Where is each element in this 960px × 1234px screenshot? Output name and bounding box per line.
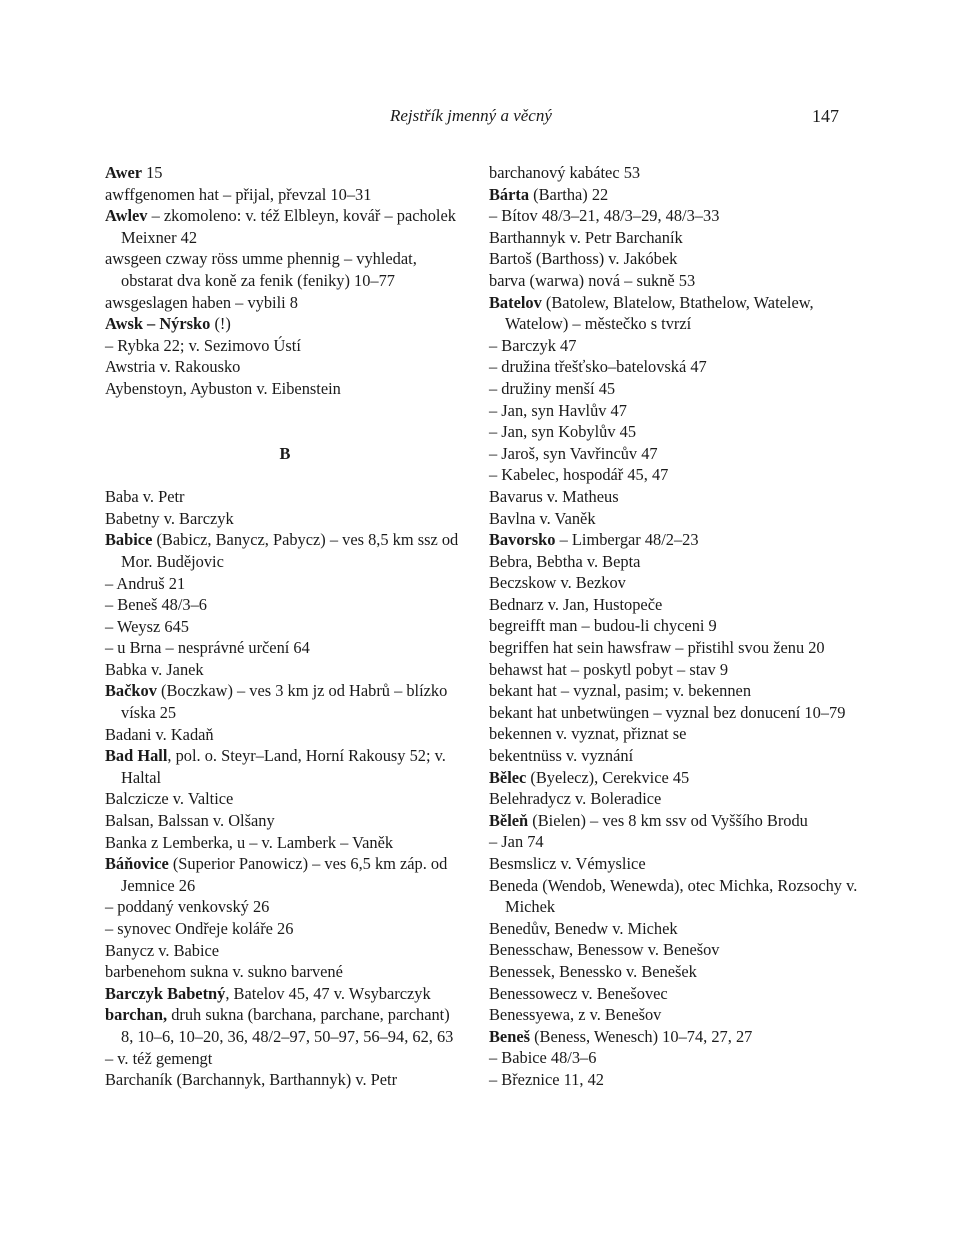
index-entry [489, 443, 869, 465]
index-entry [489, 918, 869, 940]
index-entry [489, 1004, 869, 1026]
entry-text: – poddaný venkovský 26 [105, 897, 270, 917]
entry-headword: Beneš [489, 1026, 530, 1046]
index-entry [489, 983, 869, 1005]
entry-headword: Awlev [105, 206, 148, 226]
entry-text: Benessek, Benessko v. Benešek [489, 961, 697, 981]
index-entry [489, 875, 869, 918]
entry-text: – Beneš 48/3–6 [105, 595, 207, 615]
entry-text: Bebra, Bebtha v. Bepta [489, 551, 641, 571]
entry-headword: Bavorsko [489, 530, 556, 550]
entry-text: – Jan, syn Havlův 47 [489, 400, 627, 420]
entry-text: (Boczkaw) – ves 3 km jz od Habrů – blízko víska 25 [121, 681, 448, 723]
index-entry [105, 940, 465, 962]
entry-headword: Babice [105, 530, 153, 550]
index-entry [489, 659, 869, 681]
entry-text: Belehradycz v. Boleradice [489, 789, 662, 809]
entry-text: – Kabelec, hospodář 45, 47 [489, 465, 669, 485]
index-entry [489, 378, 869, 400]
entry-text: – Jan, syn Kobylův 45 [489, 422, 637, 442]
index-entry [489, 702, 869, 724]
entry-text: Bavarus v. Matheus [489, 486, 619, 506]
index-entry [489, 421, 869, 443]
index-entry [489, 745, 869, 767]
entry-text: (Byelecz), Cerekvice 45 [526, 767, 690, 787]
index-entry [489, 680, 869, 702]
index-entry [489, 335, 869, 357]
index-entry [105, 853, 465, 896]
entry-text: – Andruš 21 [105, 573, 186, 593]
entry-text: Aybenstoyn, Aybuston v. Eibenstein [105, 378, 341, 398]
entry-text: druh sukna (barchana, parchane, parchant) 8, 10–6, 10–20, 36, 48/2–97, 50–97, 56–94, 62, 63 [121, 1005, 454, 1046]
index-entry [105, 529, 465, 572]
entry-text: – Limbergar 48/2–23 [555, 530, 699, 550]
entry-text: awffgenomen hat – přijal, převzal 10–31 [105, 184, 372, 204]
entry-text: Bartoš (Barthoss) v. Jakóbek [489, 249, 678, 269]
entry-headword: Batelov [489, 292, 542, 312]
entry-text: Besmslicz v. Vémyslice [489, 854, 646, 873]
entry-headword: Bárta [489, 184, 530, 204]
index-entry [489, 961, 869, 983]
index-entry [489, 572, 869, 594]
index-entry [489, 810, 869, 832]
index-entry [105, 896, 465, 918]
index-entry [489, 853, 869, 875]
entry-text: Beczskow v. Bezkov [489, 573, 626, 593]
index-entry [489, 292, 869, 335]
index-entry [105, 486, 465, 508]
entry-text: Balczicze v. Valtice [105, 789, 234, 809]
index-entry [489, 831, 869, 853]
index-entry [489, 788, 869, 810]
entry-text: – družina třešťsko–batelovská 47 [489, 357, 707, 377]
index-entry [489, 1026, 869, 1048]
entry-text: Balsan, Balssan v. Olšany [105, 811, 275, 831]
index-entry [489, 162, 869, 184]
index-entry [105, 378, 465, 400]
entry-text: – Jan 74 [489, 832, 544, 852]
index-entry [489, 551, 869, 573]
index-entry [105, 573, 465, 595]
index-entry [489, 615, 869, 637]
index-entry [105, 724, 465, 746]
entry-text: (!) [210, 314, 231, 334]
entry-text: – Weysz 645 [105, 616, 189, 636]
index-entry [105, 810, 465, 832]
entry-text: , Batelov 45, 47 v. Wsybarczyk [225, 983, 431, 1003]
index-entry [105, 313, 465, 335]
index-entry [489, 594, 869, 616]
entry-text: Barchaník (Barchannyk, Barthannyk) v. Petr [105, 1070, 398, 1090]
entry-headword: Barczyk Babetný [105, 983, 226, 1003]
entry-headword: Bačkov [105, 681, 157, 701]
entry-text: (Beness, Wenesch) 10–74, 27, 27 [529, 1026, 753, 1046]
entry-text: Benessyewa, z v. Benešov [489, 1005, 662, 1025]
index-entry [105, 983, 465, 1005]
entries-right [489, 162, 869, 1091]
index-entry [489, 508, 869, 530]
index-entry [489, 723, 869, 745]
entry-text: – družiny menší 45 [489, 378, 616, 398]
index-entry [489, 464, 869, 486]
index-entry [105, 508, 465, 530]
index-entry [489, 356, 869, 378]
entry-text: Beneda (Wendob, Wenewda), otec Michka, Rozsochy v. Michek [489, 875, 858, 917]
index-entry [489, 270, 869, 292]
index-entry [105, 356, 465, 378]
entry-text: Babetny v. Barczyk [105, 508, 234, 528]
entry-text: – synovec Ondřeje koláře 26 [105, 919, 294, 938]
entry-text: awsgeen czway röss umme phennig – vyhledat, obstarat dva koně za fenik (feniky) 10–77 [105, 249, 417, 290]
index-entry [105, 680, 465, 723]
index-entry [105, 832, 465, 854]
entry-text: bekant hat unbetwüngen – vyznal bez donucení 10–79 [489, 702, 846, 722]
entry-text: (Bartha) 22 [529, 184, 609, 204]
entry-text: – Bítov 48/3–21, 48/3–29, 48/3–33 [489, 206, 720, 226]
entry-headword: Bělec [489, 767, 527, 787]
entry-text: – u Brna – nesprávné určení 64 [105, 638, 310, 658]
entry-text: Badani v. Kadaň [105, 724, 214, 744]
index-entry [105, 659, 465, 681]
entry-text: (Superior Panowicz) – ves 6,5 km záp. od Jemnice 26 [121, 854, 448, 895]
page-number: 147 [812, 106, 839, 126]
entry-text: begreifft man – budou-li chyceni 9 [489, 616, 717, 636]
entry-text: Barthannyk v. Petr Barchaník [489, 227, 683, 247]
index-entry [489, 1047, 869, 1069]
entry-text: 15 [142, 163, 163, 182]
entry-text: – Jaroš, syn Vavřincův 47 [489, 443, 658, 463]
index-entry [489, 248, 869, 270]
index-entry [105, 745, 465, 788]
index-entry [105, 335, 465, 357]
entries-after-section [105, 486, 465, 1091]
index-entry [105, 205, 465, 248]
entry-text: – zkomoleno: v. též Elbleyn, kovář – pacholek Meixner 42 [121, 206, 456, 247]
index-entry [489, 529, 869, 551]
entry-text: bekentnüss v. vyznání [489, 746, 634, 766]
index-entry [489, 227, 869, 249]
index-entry [105, 788, 465, 810]
entry-text: – Rybka 22; v. Sezimovo Ústí [105, 335, 301, 355]
entry-text: (Bielen) – ves 8 km ssv od Vyššího Brodu [528, 810, 808, 830]
index-entry [489, 205, 869, 227]
entry-text: Awstria v. Rakousko [105, 357, 241, 377]
index-entry [489, 400, 869, 422]
entry-text: bekennen v. vyznat, přiznat se [489, 724, 687, 744]
index-column-left [105, 162, 465, 1091]
index-entry [105, 162, 465, 184]
index-entry [105, 184, 465, 206]
entry-headword: Awer [105, 163, 143, 182]
entry-text: Bednarz v. Jan, Hustopeče [489, 594, 663, 614]
entry-text: Baba v. Petr [105, 487, 185, 507]
entry-text: awsgeslagen haben – vybili 8 [105, 292, 298, 312]
index-entry [105, 961, 465, 983]
entry-text: (Babicz, Banycz, Pabycz) – ves 8,5 km ssz od Mor. Budějovic [121, 530, 459, 571]
entry-headword: Běleň [489, 810, 529, 830]
entry-text: Babka v. Janek [105, 659, 204, 679]
entry-text: – Barczyk 47 [489, 335, 577, 355]
index-entry [489, 1069, 869, 1091]
index-entry [105, 918, 465, 940]
entry-text: bekant hat – vyznal, pasim; v. bekennen [489, 681, 752, 701]
index-entry [489, 637, 869, 659]
entry-text: – Březnice 11, 42 [489, 1069, 604, 1089]
entry-text: – v. též gemengt [105, 1048, 213, 1068]
index-entry [105, 1004, 465, 1047]
entry-text: Benesschaw, Benessow v. Benešov [489, 940, 720, 960]
entry-text: barva (warwa) nová – sukně 53 [489, 270, 696, 290]
entry-text: begriffen hat sein hawsfraw – přistihl svou ženu 20 [489, 638, 825, 658]
index-entry [105, 1048, 465, 1070]
index-entry [489, 486, 869, 508]
index-entry [105, 616, 465, 638]
entry-text: Banycz v. Babice [105, 940, 220, 960]
index-entry [489, 939, 869, 961]
entry-text: Banka z Lemberka, u – v. Lamberk – Vaněk [105, 832, 394, 852]
entry-text: Benedův, Benedw v. Michek [489, 918, 678, 938]
running-title: Rejstřík jmenný a věcný [390, 106, 552, 125]
entry-text: barbenehom sukna v. sukno barvené [105, 962, 343, 982]
entry-text: (Batolew, Blatelow, Btathelow, Watelew, Watelow) – městečko s tvrzí [505, 292, 814, 334]
index-entry [105, 594, 465, 616]
index-entry [489, 767, 869, 789]
entry-text: , pol. o. Steyr–Land, Horní Rakousy 52; v. Haltal [121, 746, 446, 787]
entry-headword: barchan, [105, 1005, 168, 1025]
entry-text: Benessowecz v. Benešovec [489, 983, 668, 1003]
entry-text: barchanový kabátec 53 [489, 163, 641, 182]
index-entry [105, 292, 465, 314]
entry-headword: Báňovice [105, 854, 169, 874]
index-entry [489, 184, 869, 206]
entry-text: Bavlna v. Vaněk [489, 508, 596, 528]
index-entry [105, 637, 465, 659]
index-column-right [489, 162, 869, 1091]
index-entry [105, 1069, 465, 1091]
entry-headword: Awsk – Nýrsko [105, 314, 211, 334]
entry-text: behawst hat – poskytl pobyt – stav 9 [489, 659, 729, 679]
index-entry [105, 248, 465, 291]
section-letter-b: B [279, 443, 291, 463]
entry-text: – Babice 48/3–6 [489, 1048, 597, 1068]
entries-before-section [105, 162, 465, 400]
entry-headword: Bad Hall [105, 746, 168, 766]
